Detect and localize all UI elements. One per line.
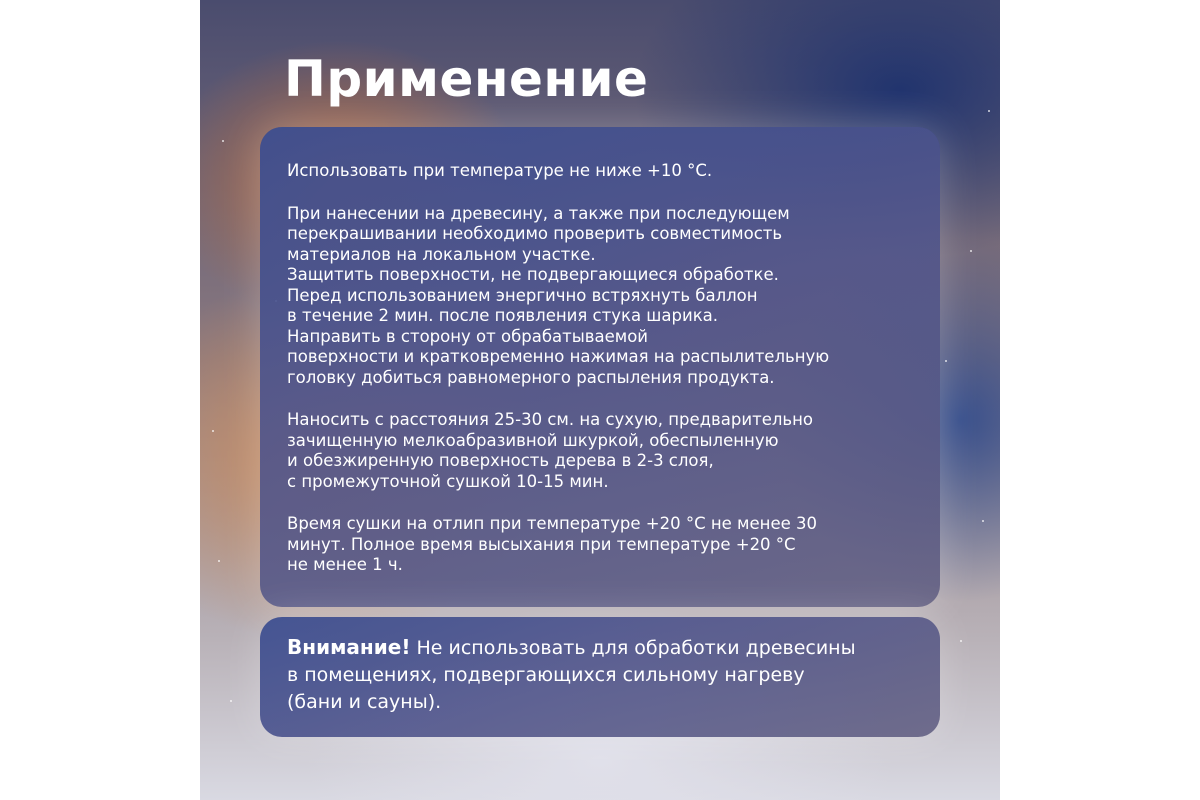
warning-label: Внимание! [287, 635, 411, 659]
poster-background [200, 0, 1000, 800]
instruction-paragraph-application: Наносить с расстояния 25-30 см. на сухую, предварительно зачищенную мелкоабразивной шкуркой, обеспыленную и обезжиренную поверхность дерева в 2-3 слоя, с промежуточной сушкой 10-15 мин. [287, 410, 813, 491]
warning-text: Не использовать для обработки древесины в помещениях, подвергающихся сильному нагреву (бани и сауны). [287, 637, 856, 713]
warning-paragraph [287, 634, 912, 716]
instructions-card [260, 127, 940, 607]
instruction-paragraph-preparation: При нанесении на древесину, а также при последующем перекрашивании необходимо проверить совместимость материалов на локальном участке. Защитить поверхности, не подвергающиеся обработке. Перед использованием энергично встряхнуть баллон в течение 2 мин. после появления стука шарика. Направить в сторону от обрабатываемой поверхности и кратковременно нажимая на распылительную головку добиться равномерного распыления продукта. [287, 203, 830, 387]
instruction-paragraph-drying: Время сушки на отлип при температуре +20 °C не менее 30 минут. Полное время высыхания при температуре +20 °C не менее 1 ч. [287, 514, 817, 574]
instruction-paragraph-temperature: Использовать при температуре не ниже +10 °C. [287, 161, 713, 180]
warning-card [260, 617, 940, 737]
page-title: Применение [284, 50, 649, 108]
